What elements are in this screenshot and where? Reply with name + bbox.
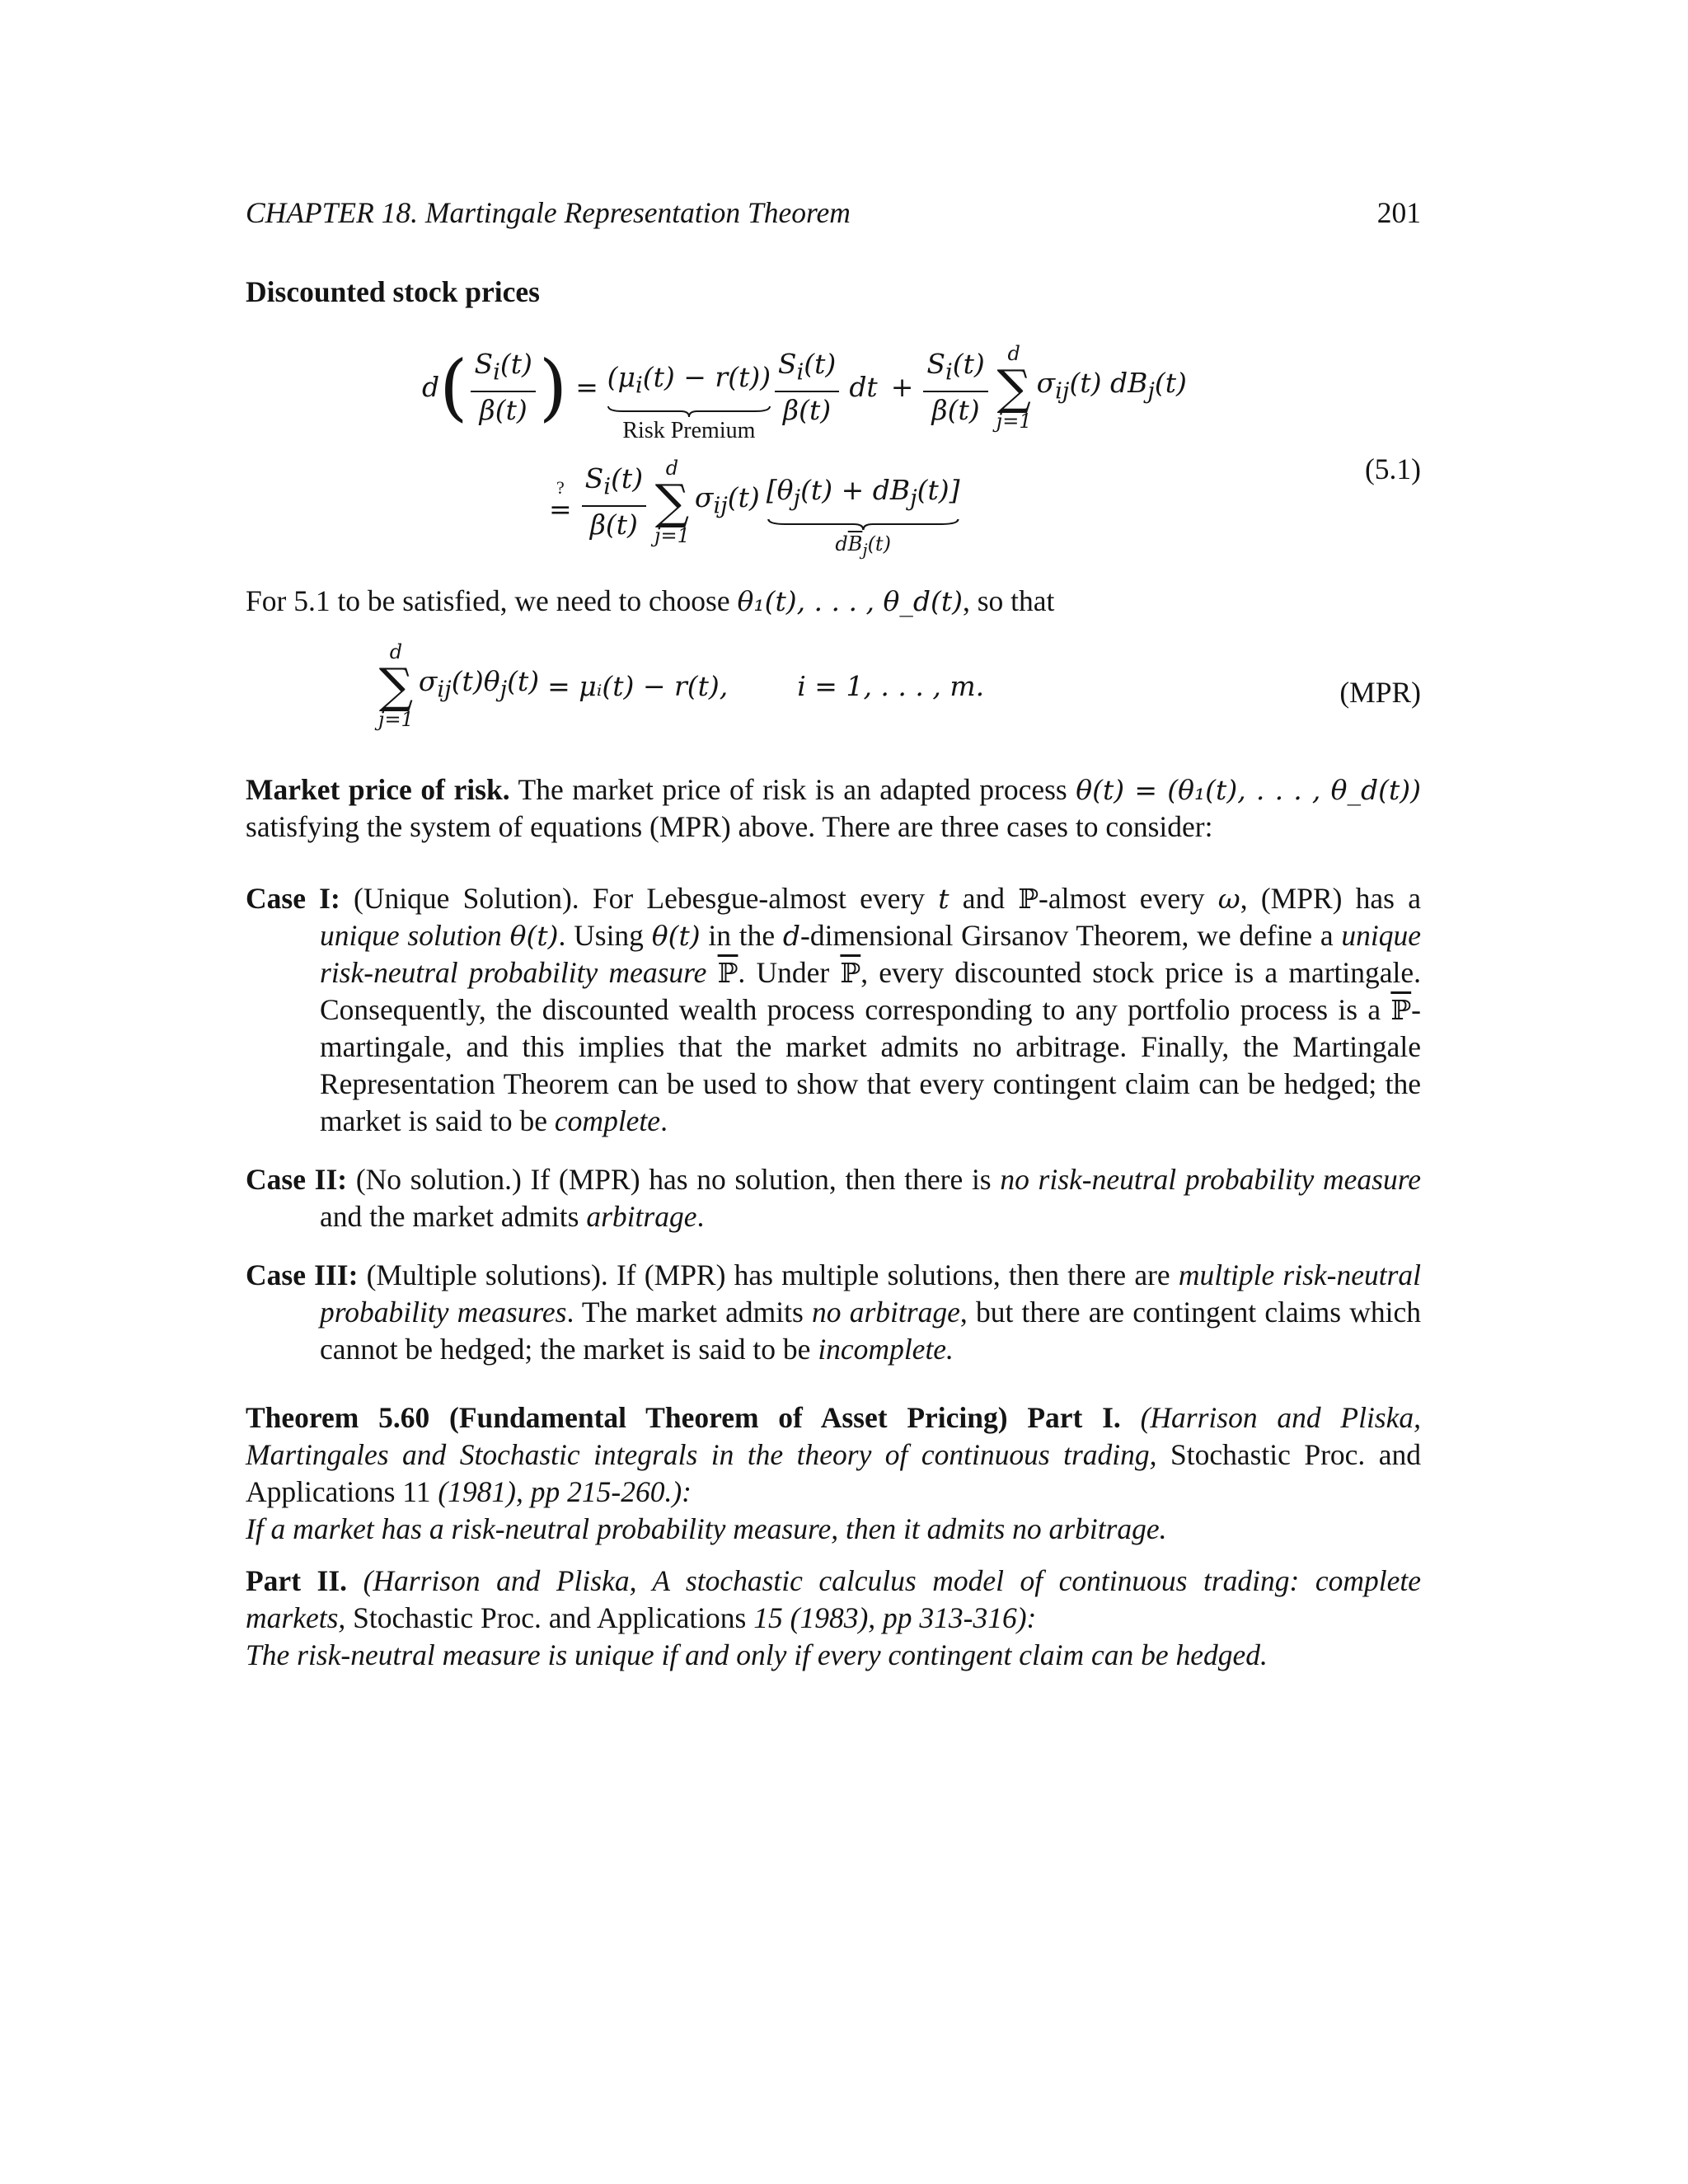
equation-5-1 <box>246 330 1421 568</box>
case-2: Case II: (No solution.) If (MPR) has no solution, then there is no risk-neutral probability measure and the market admits arbitrage. <box>246 1163 1421 1233</box>
equation-line-1: d ( $\frac{S_i(t)}{\beta(t)}$ ) = $(\mu_i(t) - r(t))$ Risk Premium $\frac{S_i(t)}{\beta(t)}$ dt + $\frac{S_i(t)}{\beta(t)}$ d ∑ j=1 $\sigma_{ij}(t)$ $dB_j(t)$ <box>422 341 1187 443</box>
mpr-equation: d ∑ j=1 $\sigma_{ij}(t)\theta_j(t)$ = μᵢ(t) − r(t), i = 1, . . . , m. (MPR) <box>378 640 1421 731</box>
mpr-rhs: = μᵢ(t) − r(t), <box>547 669 729 702</box>
page <box>246 194 1421 1674</box>
market-price-title: Market price of risk. <box>246 773 510 806</box>
d-b-tilde-brace: $[\theta_j(t) + dB_j(t)]$ $d\overline{B}_j(t)$ <box>766 474 960 560</box>
equation-line-2: ? = $\frac{S_i(t)}{\beta(t)}$ d ∑ j=1 $\sigma_{ij}(t)$ $[\theta_j(t) + dB_j(t)]$ $d\overline{B}_j(t)$ <box>549 442 960 562</box>
risk-premium-label: Risk Premium <box>622 417 756 443</box>
page-number: 201 <box>1376 196 1421 229</box>
equation-number-mpr: (MPR) <box>1339 676 1421 709</box>
chapter-title: CHAPTER 18. Martingale Representation Theorem <box>246 196 851 229</box>
theorem-title: Theorem 5.60 (Fundamental Theorem of Asset Pricing) Part I. <box>246 1401 1121 1434</box>
case-1-label: Case I: <box>246 882 340 915</box>
theorem-part-2: Part II. (Harrison and Pliska, A stochastic calculus model of continuous trading: complete markets, Stochastic Proc. and Applications 15 (1983), pp 313-316): The risk-neutral measure is unique if and only if every contingent claim can be hedged. <box>246 1564 1421 1671</box>
theta-list: θ₁(t), . . . , θ_d(t) <box>737 585 963 617</box>
case-3: Case III: (Multiple solutions). If (MPR) has multiple solutions, then there are multiple risk-neutral probability measures. The market admits no arbitrage, but there are contingent claims which cannot be hedged; the market is said to be incomplete. <box>246 1258 1422 1366</box>
theorem-5-60: Theorem 5.60 (Fundamental Theorem of Asset Pricing) Part I. (Harrison and Pliska, Martingales and Stochastic integrals in the theory of continuous trading, Stochastic Proc. and Applications 11 (1981), pp 215-260.): If a market has a risk-neutral probability measure, then it admits no arbitrage. <box>246 1401 1422 1545</box>
mpr-range: i = 1, . . . , m. <box>797 669 985 702</box>
theorem-statement-part1: If a market has a risk-neutral probability measure, then it admits no arbitrage. <box>246 1512 1167 1545</box>
case-2-label: Case II: <box>246 1163 348 1196</box>
risk-premium-brace: $(\mu_i(t) - r(t))$ Risk Premium <box>607 361 771 443</box>
section-heading: Discounted stock prices <box>246 275 540 308</box>
case-1: Case I: (Unique Solution). For Lebesgue-almost every t and ℙ-almost every ω, (MPR) has a unique solution θ(t). Using θ(t) in the d-dimensional Girsanov Theorem, we define a unique risk-neutral probability measure ℙ. Under ℙ, every discounted stock price is a martingale. Consequently, the discounted wealth process corresponding to any portfolio process is a ℙ-martingale, and this implies that the market admits no arbitrage. Finally, the Martingale Representation Theorem can be used to show that every contingent claim can be hedged; the market is said to be complete. <box>246 882 1421 1137</box>
running-header <box>246 194 1421 234</box>
part-2-title: Part II. <box>246 1564 348 1597</box>
market-price-paragraph: Market price of risk. The market price of risk is an adapted process θ(t) = (θ₁(t), . . . , θ_d(t)) satisfying the system of equations (MPR) above. There are three cases to consider: <box>246 773 1421 843</box>
case-3-label: Case III: <box>246 1258 359 1291</box>
equation-number-5-1: (5.1) <box>1364 452 1421 485</box>
theorem-statement-part2: The risk-neutral measure is unique if and only if every contingent claim can be hedged. <box>246 1638 1268 1671</box>
mpr-intro: For 5.1 to be satisfied, we need to choose θ₁(t), . . . , θ_d(t), so that <box>246 584 1055 617</box>
